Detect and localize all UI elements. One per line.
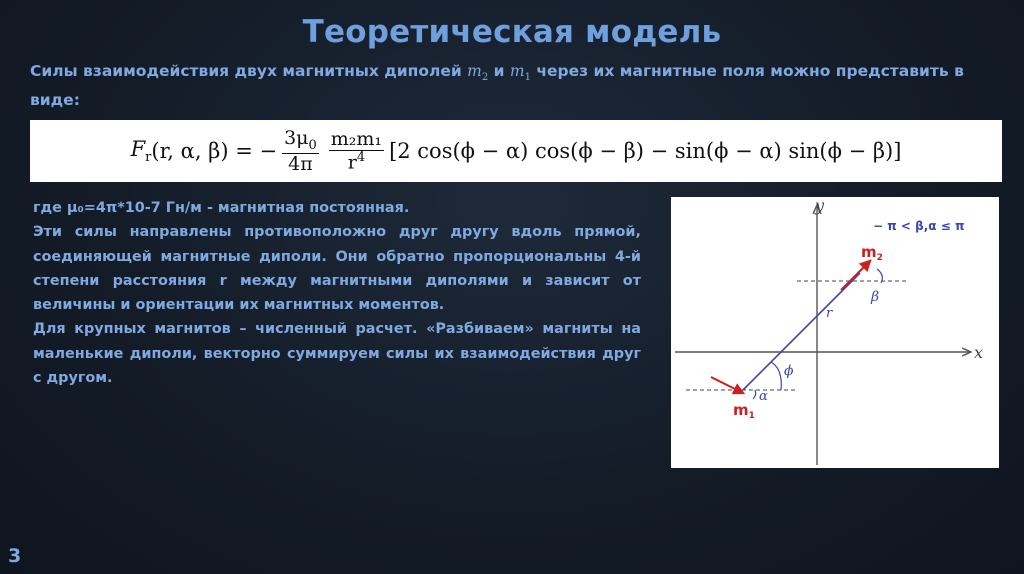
paragraph-forces: Эти силы направлены противоположно друг другу вдоль прямой, соединяющей магнитные диполи. Они обратно пропорциональны 4-й степени расстояния r между магнитными диполями и зависит от величины и ориентации их магнитных моментов.: [33, 224, 641, 314]
phi-label: ϕ: [784, 363, 794, 379]
x-axis-label: x: [974, 343, 984, 362]
phi-arc: [771, 362, 781, 390]
formula-box: [30, 120, 1002, 182]
formula-args: (r, α, β) = −: [151, 139, 278, 163]
m2-label: $m_2$: [861, 243, 883, 263]
formula-bracket: [2 cos(ϕ − α) cos(ϕ − β) − sin(ϕ − α) sin(ϕ − β)]: [389, 139, 902, 163]
page-number: 3: [8, 545, 22, 567]
dipole-diagram: [671, 197, 999, 468]
formula-fraction-mu: $\frac{3\mu_0}{4\pi}$: [284, 126, 317, 175]
formula-lhs: $F_r$: [130, 136, 152, 166]
r-vector: [743, 273, 860, 390]
angle-range-label: − π < β,α ≤ π: [873, 219, 965, 233]
m1-label: $m_1$: [733, 401, 755, 421]
beta-label: β: [871, 289, 880, 305]
intro-part1: Силы взаимодействия двух магнитных диполей: [30, 62, 462, 80]
paragraph-numerical: Для крупных магнитов – численный расчет. «Разбиваем» магниты на маленькие диполи, векторно суммируем силы их взаимодействия друг с другом.: [33, 321, 641, 387]
alpha-arc: [753, 390, 756, 399]
m2-symbol: $m_2$: [467, 62, 489, 84]
r-label: r: [826, 306, 833, 321]
body-text: [33, 196, 641, 390]
y-axis-label: y: [815, 197, 825, 215]
formula-fraction-moments: $\frac{\text{m₂m₁}}{r^4}$: [330, 127, 383, 174]
mu-constant-line: где μ₀=4π*10-7 Гн/м - магнитная постоянная.: [33, 200, 410, 216]
intro-and: и: [493, 62, 505, 80]
m2-arrow: [841, 261, 870, 290]
intro-part2: через их магнитные поля можно представить в виде:: [30, 62, 964, 110]
dipole-diagram-svg: [671, 197, 999, 468]
slide-title: Теоретическая модель: [302, 14, 722, 50]
m1-symbol: $m_1$: [509, 62, 531, 84]
alpha-label: α: [759, 389, 768, 404]
intro-text: [30, 60, 1005, 111]
m1-arrow: [711, 377, 743, 393]
